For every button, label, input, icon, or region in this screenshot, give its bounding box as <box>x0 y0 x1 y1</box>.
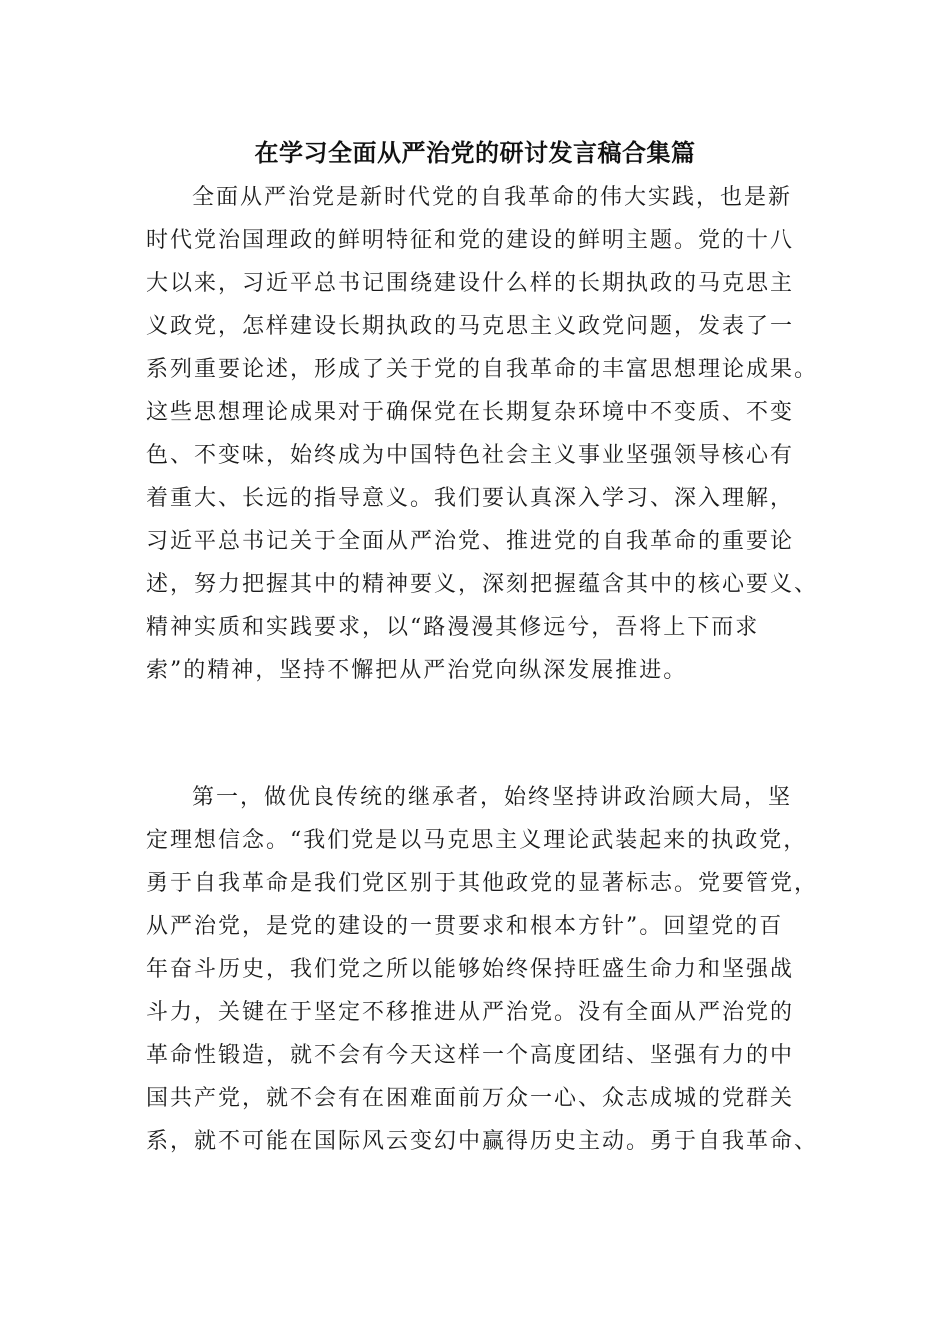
paragraph-line: 大以来，习近平总书记围绕建设什么样的长期执政的马克思主 <box>146 271 795 296</box>
paragraph-line: 年奋斗历史，我们党之所以能够始终保持旺盛生命力和坚强战 <box>146 957 795 982</box>
paragraph-line: 色、不变味，始终成为中国特色社会主义事业坚强领导核心有 <box>146 443 795 468</box>
paragraph-line: 从严治党，是党的建设的一贯要求和根本方针”。回望党的百 <box>146 914 784 939</box>
paragraph-line: 全面从严治党是新时代党的自我革命的伟大实践，也是新 <box>192 185 793 210</box>
paragraph-line: 着重大、长远的指导意义。我们要认真深入学习、深入理解， <box>146 486 795 511</box>
paragraph-line: 索”的精神，坚持不懈把从严治党向纵深发展推进。 <box>146 658 688 683</box>
paragraph-line: 定理想信念。“我们党是以马克思主义理论武装起来的执政党， <box>146 828 808 853</box>
paragraph-line: 习近平总书记关于全面从严治党、推进党的自我革命的重要论 <box>146 529 795 554</box>
paragraph-line: 义政党，怎样建设长期执政的马克思主义政党问题，发表了一 <box>146 314 795 339</box>
paragraph-line: 精神实质和实践要求，以“路漫漫其修远兮，吾将上下而求 <box>146 615 760 640</box>
paragraph-2 <box>146 778 819 1178</box>
paragraph-line: 这些思想理论成果对于确保党在长期复杂环境中不变质、不变 <box>146 400 795 425</box>
paragraph-line: 系，就不可能在国际风云变幻中赢得历史主动。勇于自我革命、 <box>146 1129 819 1154</box>
paragraph-line: 第一，做优良传统的继承者，始终坚持讲政治顾大局，坚 <box>192 785 793 810</box>
paragraph-1 <box>146 178 819 698</box>
paragraph-line: 时代党治国理政的鲜明特征和党的建设的鲜明主题。党的十八 <box>146 228 795 253</box>
document-title: 在学习全面从严治党的研讨发言稿合集篇 <box>254 139 696 167</box>
paragraph-line: 系列重要论述，形成了关于党的自我革命的丰富思想理论成果。 <box>146 357 819 382</box>
paragraph-line: 国共产党，就不会有在困难面前万众一心、众志成城的党群关 <box>146 1086 795 1111</box>
paragraph-line: 勇于自我革命是我们党区别于其他政党的显著标志。党要管党， <box>146 871 819 896</box>
paragraph-line: 述，努力把握其中的精神要义，深刻把握蕴含其中的核心要义、 <box>146 572 819 597</box>
paragraph-line: 革命性锻造，就不会有今天这样一个高度团结、坚强有力的中 <box>146 1043 795 1068</box>
paragraph-line: 斗力，关键在于坚定不移推进从严治党。没有全面从严治党的 <box>146 1000 795 1025</box>
